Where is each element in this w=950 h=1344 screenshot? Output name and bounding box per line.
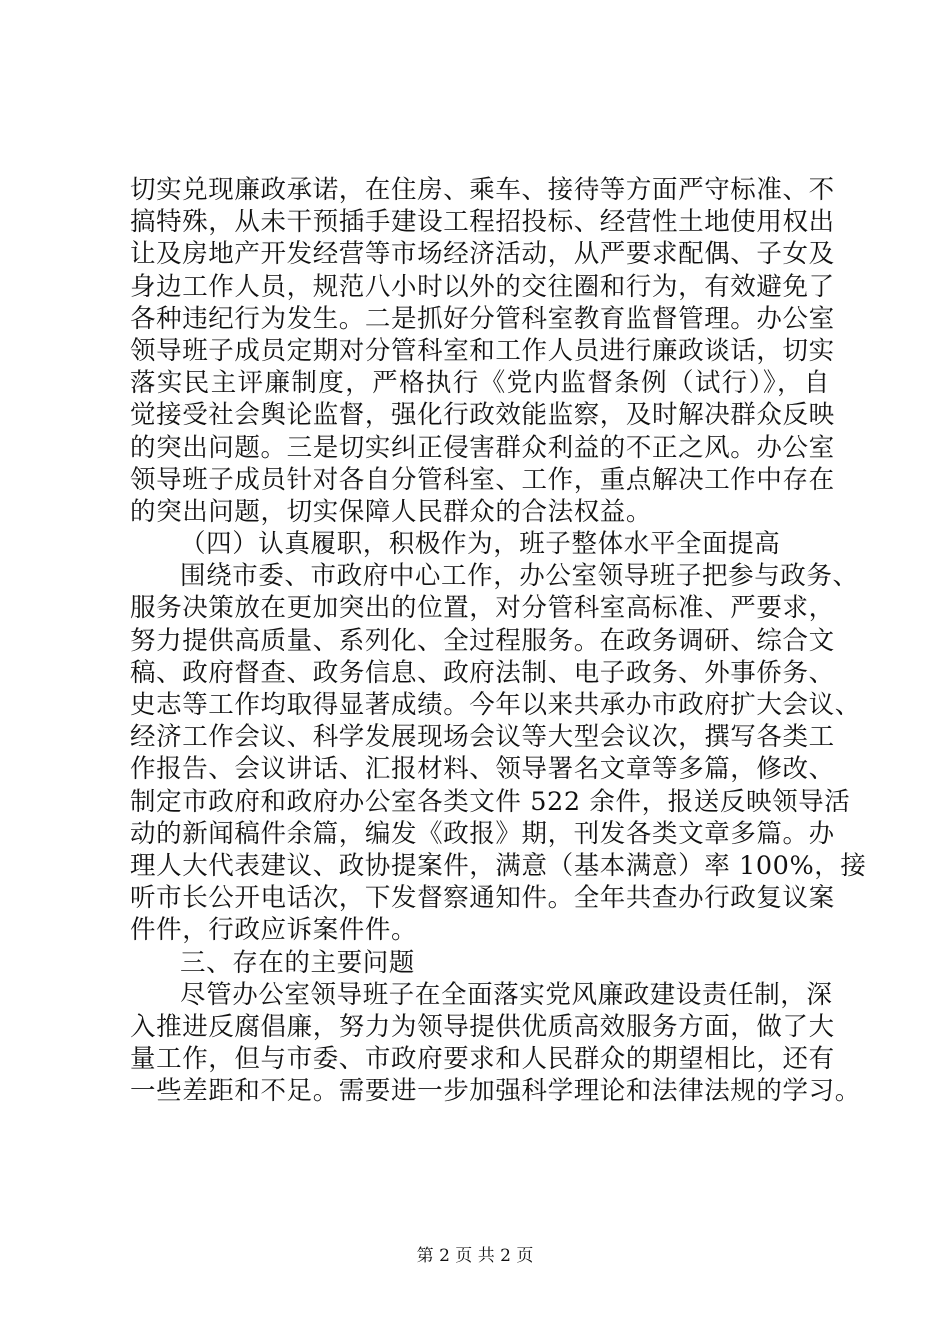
text-line: 服务决策放在更加突出的位置，对分管科室高标准、严要求，	[130, 593, 835, 624]
text-line: 领导班子成员定期对分管科室和工作人员进行廉政谈话，切实	[130, 335, 835, 366]
text-line: 让及房地产开发经营等市场经济活动，从严要求配偶、子女及	[130, 239, 835, 270]
text-line: 围绕市委、市政府中心工作，办公室领导班子把参与政务、	[180, 561, 859, 592]
page-number-label: 第 2 页 共 2 页	[416, 1246, 534, 1266]
text-line: 的突出问题，切实保障人民群众的合法权益。	[130, 496, 653, 527]
text-line: 一些差距和不足。需要进一步加强科学理论和法律法规的学习。	[130, 1076, 861, 1107]
text-line: 领导班子成员针对各自分管科室、工作，重点解决工作中存在	[130, 464, 835, 495]
text-line: 切实兑现廉政承诺，在住房、乘车、接待等方面严守标准、不	[130, 175, 835, 205]
text-line: 听市长公开电话次，下发督察通知件。全年共查办行政复议案	[130, 883, 835, 914]
text-line: 三、存在的主要问题	[180, 947, 415, 978]
text-line: 量工作，但与市委、市政府要求和人民群众的期望相比，还有	[130, 1044, 835, 1075]
document-body	[130, 174, 867, 1107]
text-line: （四）认真履职，积极作为，班子整体水平全面提高	[180, 529, 781, 560]
text-line: 稿、政府督查、政务信息、政府法制、电子政务、外事侨务、	[130, 657, 835, 688]
text-line: 的突出问题。三是切实纠正侵害群众利益的不正之风。办公室	[130, 432, 835, 463]
text-line: 制定市政府和政府办公室各类文件 522 余件，报送反映领导活	[130, 786, 851, 817]
text-line: 身边工作人员，规范八小时以外的交往圈和行为，有效避免了	[130, 271, 835, 302]
text-line: 经济工作会议、科学发展现场会议等大型会议次，撰写各类工	[130, 722, 835, 753]
text-line: 件件，行政应诉案件件。	[130, 915, 418, 946]
text-line: 努力提供高质量、系列化、全过程服务。在政务调研、综合文	[130, 625, 835, 656]
text-line: 尽管办公室领导班子在全面落实党风廉政建设责任制，深	[180, 979, 833, 1010]
text-line: 动的新闻稿件余篇，编发《政报》期，刊发各类文章多篇。办	[130, 818, 835, 849]
text-line: 觉接受社会舆论监督，强化行政效能监察，及时解决群众反映	[130, 400, 835, 431]
page-footer	[0, 1241, 950, 1266]
text-line: 史志等工作均取得显著成绩。今年以来共承办市政府扩大会议、	[130, 690, 861, 720]
text-line: 作报告、会议讲话、汇报材料、领导署名文章等多篇，修改、	[130, 754, 835, 785]
text-line: 各种违纪行为发生。二是抓好分管科室教育监督管理。办公室	[130, 303, 835, 334]
text-line: 搞特殊，从未干预插手建设工程招投标、经营性土地使用权出	[130, 207, 835, 238]
text-line: 落实民主评廉制度，严格执行《党内监督条例（试行）》，自	[130, 368, 830, 399]
text-line: 入推进反腐倡廉，努力为领导提供优质高效服务方面，做了大	[130, 1011, 835, 1042]
text-line: 理人大代表建议、政协提案件，满意（基本满意）率 100%，接	[130, 850, 867, 881]
